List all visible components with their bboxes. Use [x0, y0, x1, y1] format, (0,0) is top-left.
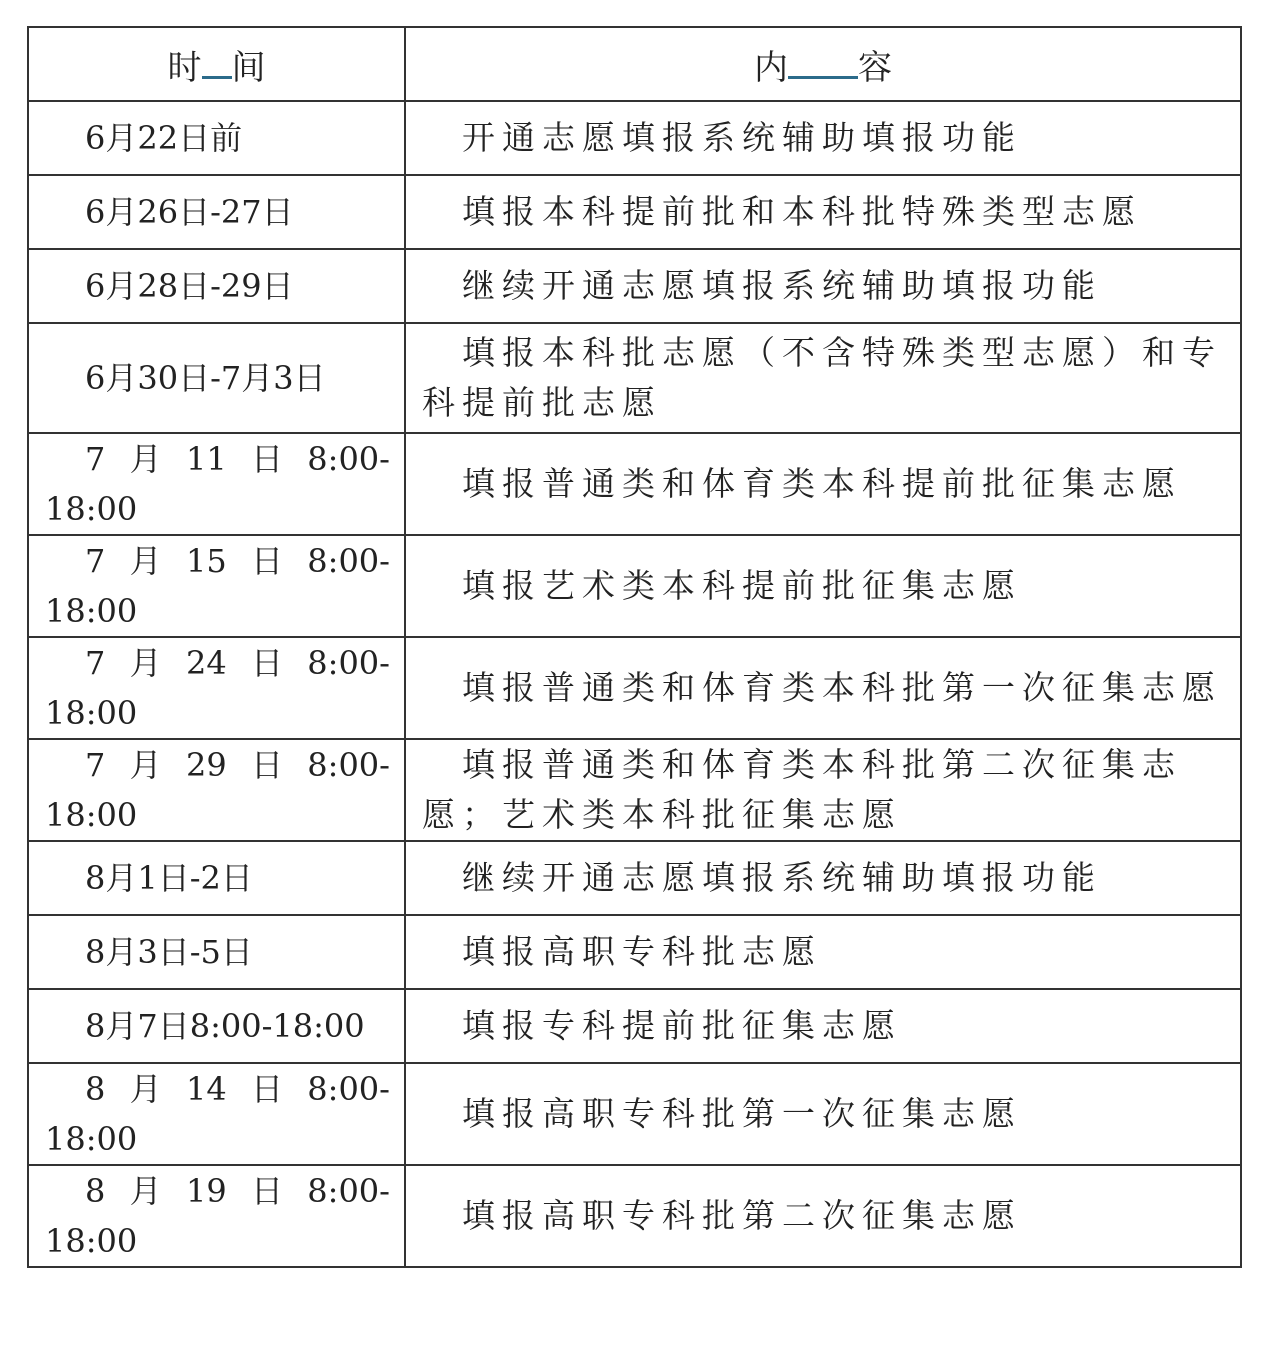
time-cell: 6月30日-7月3日	[28, 323, 405, 433]
time-month: 8	[85, 1070, 106, 1108]
time-cell: 8月3日-5日	[28, 915, 405, 989]
time-start: 8:00-	[307, 1172, 390, 1210]
header-content	[405, 27, 1241, 101]
content-text: 填报本科批志愿（不含特殊类型志愿）和专科提前批志愿	[422, 333, 1222, 422]
table-row	[28, 249, 1241, 323]
time-day: 24	[185, 644, 227, 682]
table-row	[28, 1165, 1241, 1267]
content-cell	[405, 535, 1241, 637]
content-cell	[405, 175, 1241, 249]
content-text: 继续开通志愿填报系统辅助填报功能	[462, 858, 1102, 897]
table-row	[28, 841, 1241, 915]
time-end: 18:00	[45, 796, 138, 834]
time-cell	[28, 637, 405, 739]
table-row	[28, 433, 1241, 535]
time-day: 14	[185, 1070, 227, 1108]
content-cell	[405, 841, 1241, 915]
time-day: 29	[185, 746, 227, 784]
content-text: 填报专科提前批征集志愿	[462, 1006, 902, 1045]
time-unit: 日	[250, 542, 283, 580]
time-day: 11	[185, 440, 227, 478]
time-month: 7	[85, 440, 106, 478]
time-unit: 月	[129, 1070, 162, 1108]
time-end: 18:00	[45, 592, 138, 630]
table-row	[28, 637, 1241, 739]
table-row	[28, 1063, 1241, 1165]
time-cell: 6月28日-29日	[28, 249, 405, 323]
header-time	[28, 27, 405, 101]
header-time-underline	[202, 45, 232, 79]
time-unit: 月	[129, 542, 162, 580]
content-text: 开通志愿填报系统辅助填报功能	[462, 118, 1022, 157]
time-cell: 8月1日-2日	[28, 841, 405, 915]
time-unit: 日	[250, 746, 283, 784]
time-unit: 月	[129, 746, 162, 784]
header-content-left: 内	[754, 47, 788, 88]
content-text: 填报艺术类本科提前批征集志愿	[462, 566, 1022, 605]
content-text: 填报普通类和体育类本科提前批征集志愿	[462, 464, 1182, 503]
content-text: 填报高职专科批第二次征集志愿	[462, 1196, 1022, 1235]
time-unit: 日	[250, 1070, 283, 1108]
time-unit: 日	[250, 644, 283, 682]
time-end: 18:00	[45, 1120, 138, 1158]
time-unit: 月	[129, 1172, 162, 1210]
content-cell	[405, 433, 1241, 535]
content-cell	[405, 989, 1241, 1063]
header-time-right: 间	[231, 47, 266, 88]
content-cell	[405, 323, 1241, 433]
time-start: 8:00-	[307, 1070, 390, 1108]
time-month: 7	[85, 746, 106, 784]
table-row	[28, 739, 1241, 841]
time-start: 8:00-	[307, 440, 390, 478]
time-end: 18:00	[45, 1222, 138, 1260]
time-month: 7	[85, 542, 106, 580]
time-month: 8	[85, 1172, 106, 1210]
time-unit: 月	[129, 440, 162, 478]
time-day: 19	[185, 1172, 227, 1210]
content-cell	[405, 1063, 1241, 1165]
table-row	[28, 535, 1241, 637]
content-text: 填报本科提前批和本科批特殊类型志愿	[462, 192, 1142, 231]
time-month: 7	[85, 644, 106, 682]
time-cell	[28, 1063, 405, 1165]
table-row	[28, 323, 1241, 433]
table-row	[28, 989, 1241, 1063]
time-unit: 月	[129, 644, 162, 682]
time-unit: 日	[250, 440, 283, 478]
time-start: 8:00-	[307, 542, 390, 580]
content-text: 继续开通志愿填报系统辅助填报功能	[462, 266, 1102, 305]
table-row	[28, 101, 1241, 175]
content-cell	[405, 915, 1241, 989]
content-cell	[405, 249, 1241, 323]
content-text: 填报高职专科批第一次征集志愿	[462, 1094, 1022, 1133]
content-text: 填报高职专科批志愿	[462, 932, 822, 971]
content-cell	[405, 637, 1241, 739]
content-cell	[405, 1165, 1241, 1267]
time-start: 8:00-	[307, 746, 390, 784]
content-cell	[405, 101, 1241, 175]
table-row	[28, 915, 1241, 989]
time-unit: 日	[250, 1172, 283, 1210]
time-start: 8:00-	[307, 644, 390, 682]
time-cell: 8月7日8:00-18:00	[28, 989, 405, 1063]
header-row	[28, 27, 1241, 101]
content-text: 填报普通类和体育类本科批第一次征集志愿	[462, 668, 1222, 707]
header-content-underline	[788, 45, 858, 79]
time-cell: 6月26日-27日	[28, 175, 405, 249]
time-cell	[28, 433, 405, 535]
time-cell	[28, 1165, 405, 1267]
time-cell: 6月22日前	[28, 101, 405, 175]
content-cell	[405, 739, 1241, 841]
header-content-right: 容	[858, 47, 892, 88]
time-cell	[28, 739, 405, 841]
time-end: 18:00	[45, 490, 138, 528]
content-text: 填报普通类和体育类本科批第二次征集志愿；艺术类本科批征集志愿	[422, 745, 1182, 834]
table-row	[28, 175, 1241, 249]
time-end: 18:00	[45, 694, 138, 732]
schedule-table	[27, 26, 1242, 1268]
time-day: 15	[185, 542, 227, 580]
time-cell	[28, 535, 405, 637]
header-time-left: 时	[167, 47, 202, 88]
